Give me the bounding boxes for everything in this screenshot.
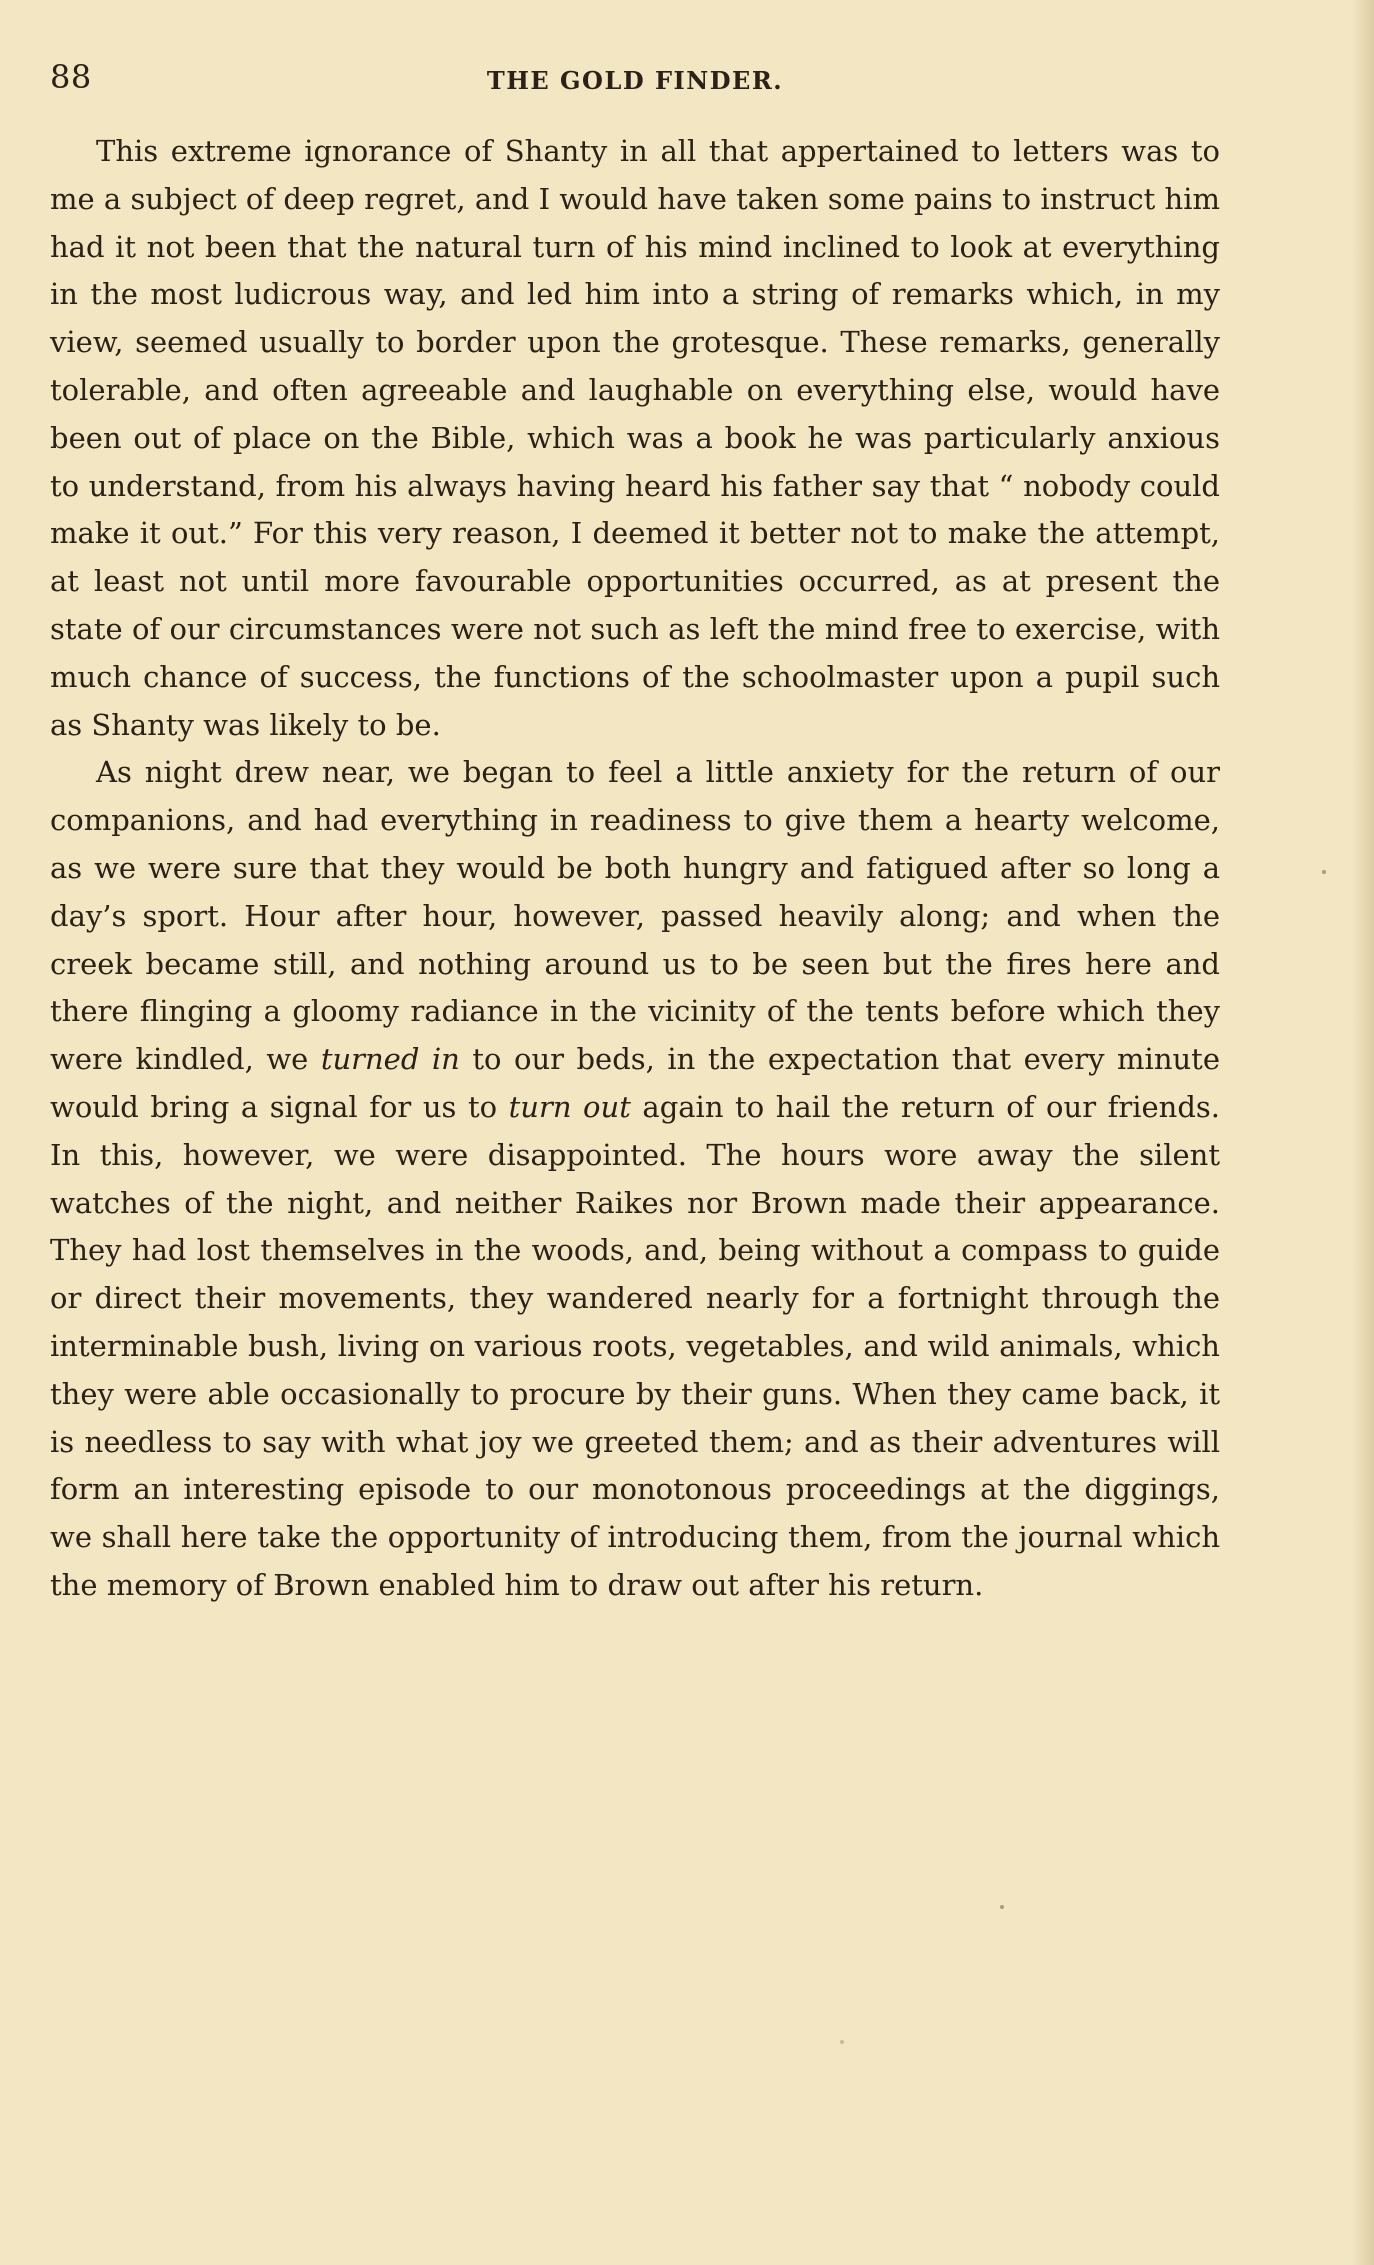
italic-phrase-turn-out: turn out <box>508 1089 631 1124</box>
paragraph-2-text-b: to our beds, in the expectation that every minute would bring a signal for us to <box>50 1042 1220 1124</box>
paragraph-2-text-c: again to hail the return of our friends. In this, however, we were disappointed. The hours wore away the silent watches of the night, and neither Raikes nor Brown made their appearance. They had lost themselves in the woods, and, being without a compass to guide or direct their movements, they wandered nearly for a fortnight through the interminable bush, living on various roots, vegetables, and wild animals, which they were able occasionally to procure by their guns. When they came back, it is needless to say with what joy we greeted them; and as their adventures will form an interesting episode to our monotonous proceedings at the diggings, we shall here take the opportunity of introducing them, from the journal which the memory of Brown enabled him to draw out after his return. <box>50 1089 1220 1602</box>
page-number: 88 <box>50 58 92 96</box>
paper-speck <box>840 2040 844 2044</box>
page-header <box>50 58 1220 102</box>
running-title: THE GOLD FINDER. <box>486 66 784 95</box>
paragraph-2 <box>50 749 1220 1609</box>
italic-phrase-turned-in: turned in <box>320 1042 460 1077</box>
paragraph-2-text-a: As night drew near, we began to feel a little anxiety for the return of our companions, and had everything in readiness to give them a hearty welcome, as we were sure that they would be both hungry and fatigued after so long a day’s sport. Hour after hour, however, passed heavily along; and when the creek became still, and nothing around us to be seen but the fires here and there flinging a gloomy radiance in the vicinity of the tents before which they were kindled, we <box>50 755 1220 1077</box>
page-edge-shadow <box>1352 0 1374 2265</box>
paper-speck <box>1000 1905 1004 1909</box>
paper-speck <box>1322 870 1326 874</box>
body-text <box>50 128 1220 1610</box>
paragraph-1-text: This extreme ignorance of Shanty in all that appertained to letters was to me a subject of deep regret, and I would have taken some pains to instruct him had it not been that the natural turn of his mind inclined to look at everything in the most ludicrous way, and led him into a string of remarks which, in my view, seemed usually to border upon the grotesque. These remarks, generally tolerable, and often agreeable and laughable on everything else, would have been out of place on the Bible, which was a book he was particularly anxious to understand, from his always having heard his father say that “ nobody could make it out.” For this very reason, I deemed it better not to make the attempt, at least not until more favourable opportunities occurred, as at present the state of our circumstances were not such as left the mind free to exercise, with much chance of success, the functions of the schoolmaster upon a pupil such as Shanty was likely to be. <box>50 134 1220 742</box>
paragraph-1 <box>50 128 1220 749</box>
